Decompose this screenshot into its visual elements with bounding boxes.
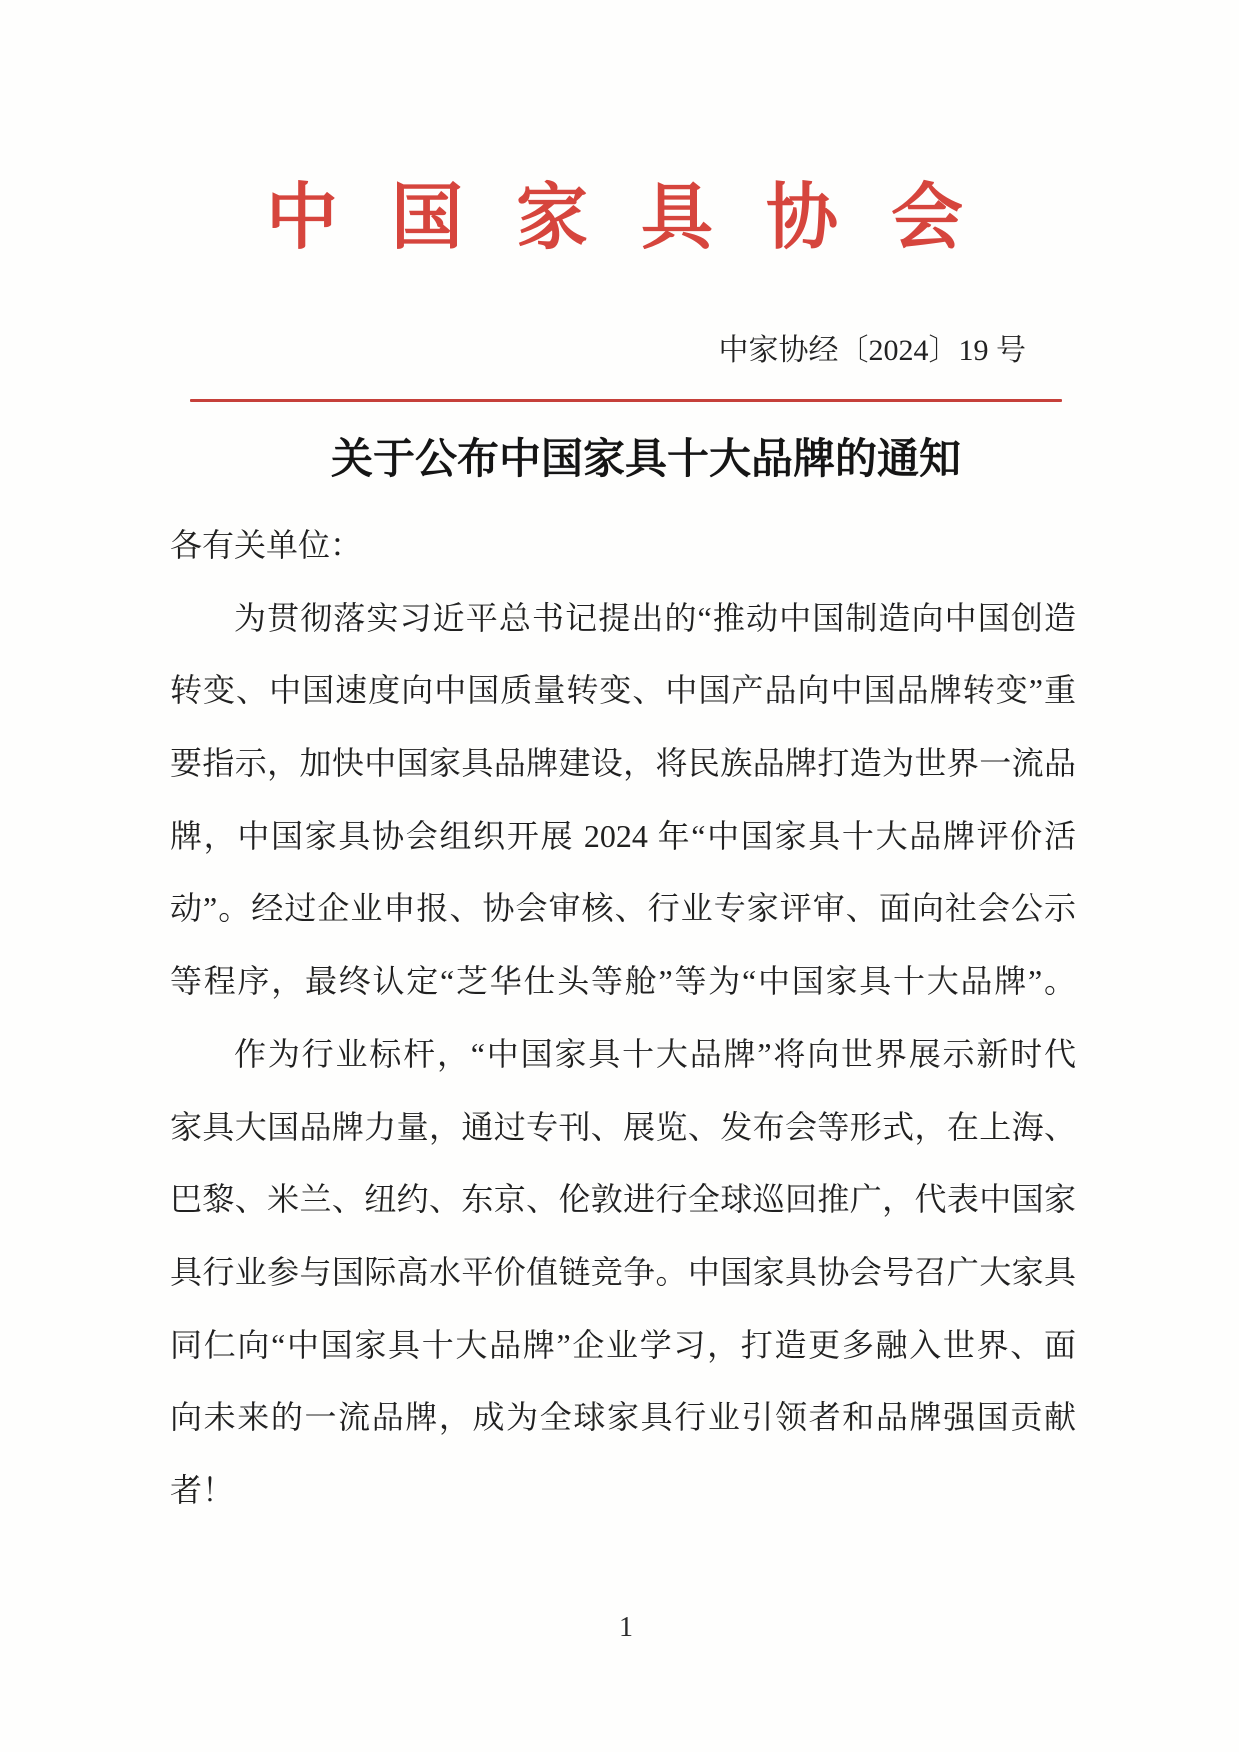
body-line: 者！ — [170, 1471, 235, 1508]
body-line: 家具大国品牌力量，通过专刊、展览、发布会等形式，在上海、 — [170, 1108, 1076, 1145]
body-line: 动”。经过企业申报、协会审核、行业专家评审、面向社会公示 — [170, 890, 1076, 927]
organization-masthead: 中国家具协会 — [266, 178, 1017, 258]
notice-body — [170, 514, 1076, 1532]
body-line: 牌，中国家具协会组织开展 2024 年“中国家具十大品牌评价活 — [170, 817, 1076, 854]
salutation: 各有关单位： — [170, 527, 363, 563]
document-reference-number: 中家协经〔2024〕19 号 — [718, 334, 1026, 367]
page-number: 1 — [619, 1612, 633, 1643]
body-line: 具行业参与国际高水平价值链竞争。中国家具协会号召广大家具 — [170, 1253, 1076, 1290]
body-line: 为贯彻落实习近平总书记提出的“推动中国制造向中国创造 — [234, 599, 1076, 636]
body-line: 向未来的一流品牌，成为全球家具行业引领者和品牌强国贡献 — [170, 1399, 1076, 1436]
body-line: 转变、中国速度向中国质量转变、中国产品向中国品牌转变”重 — [170, 672, 1076, 709]
body-line: 巴黎、米兰、纽约、东京、伦敦进行全球巡回推广，代表中国家 — [170, 1181, 1076, 1218]
body-line: 作为行业标杆，“中国家具十大品牌”将向世界展示新时代 — [234, 1035, 1076, 1072]
masthead-divider-rule — [190, 399, 1062, 402]
body-line: 等程序，最终认定“芝华仕头等舱”等为“中国家具十大品牌”。 — [170, 963, 1076, 1000]
notice-title: 关于公布中国家具十大品牌的通知 — [330, 437, 961, 483]
body-line: 同仁向“中国家具十大品牌”企业学习，打造更多融入世界、面 — [170, 1326, 1076, 1363]
body-line: 要指示，加快中国家具品牌建设，将民族品牌打造为世界一流品 — [170, 745, 1076, 782]
